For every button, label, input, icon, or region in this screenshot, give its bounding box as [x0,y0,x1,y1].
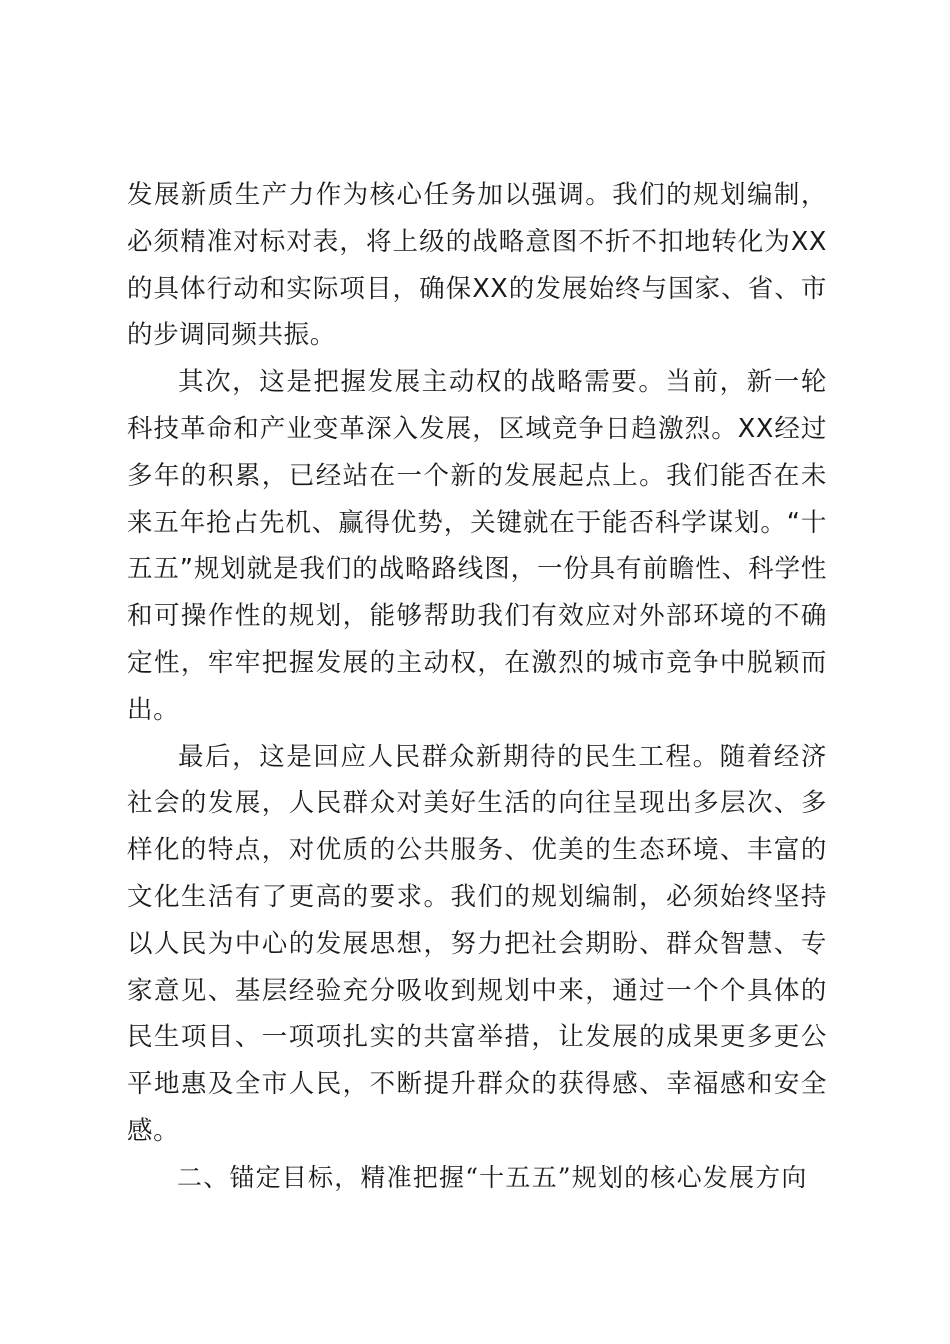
document-body [127,172,827,1202]
paragraph-second-point: 其次，这是把握发展主动权的战略需要。当前，新一轮科技革命和产业变革深入发展，区域竞争日趋激烈。XX经过多年的积累，已经站在一个新的发展起点上。我们能否在未来五年抢占先机、赢得优势，关键就在于能否科学谋划。“十五五”规划就是我们的战略路线图，一份具有前瞻性、科学性和可操作性的规划，能够帮助我们有效应对外部环境的不确定性，牢牢把握发展的主动权，在激烈的城市竞争中脱颖而出。 [127,367,827,725]
paragraph-third-point: 最后，这是回应人民群众新期待的民生工程。随着经济社会的发展，人民群众对美好生活的向往呈现出多层次、多样化的特点，对优质的公共服务、优美的生态环境、丰富的文化生活有了更高的要求。我们的规划编制，必须始终坚持以人民为中心的发展思想，努力把社会期盼、群众智慧、专家意见、基层经验充分吸收到规划中来，通过一个个具体的民生项目、一项项扎实的共富举措，让发展的成果更多更公平地惠及全市人民，不断提升群众的获得感、幸福感和安全感。 [127,741,827,1146]
paragraph-continuation: 发展新质生产力作为核心任务加以强调。我们的规划编制，必须精准对标对表，将上级的战略意图不折不扣地转化为XX的具体行动和实际项目，确保XX的发展始终与国家、省、市的步调同频共振。 [127,180,827,351]
section-heading: 二、锚定目标，精准把握“十五五”规划的核心发展方向 [177,1162,808,1192]
